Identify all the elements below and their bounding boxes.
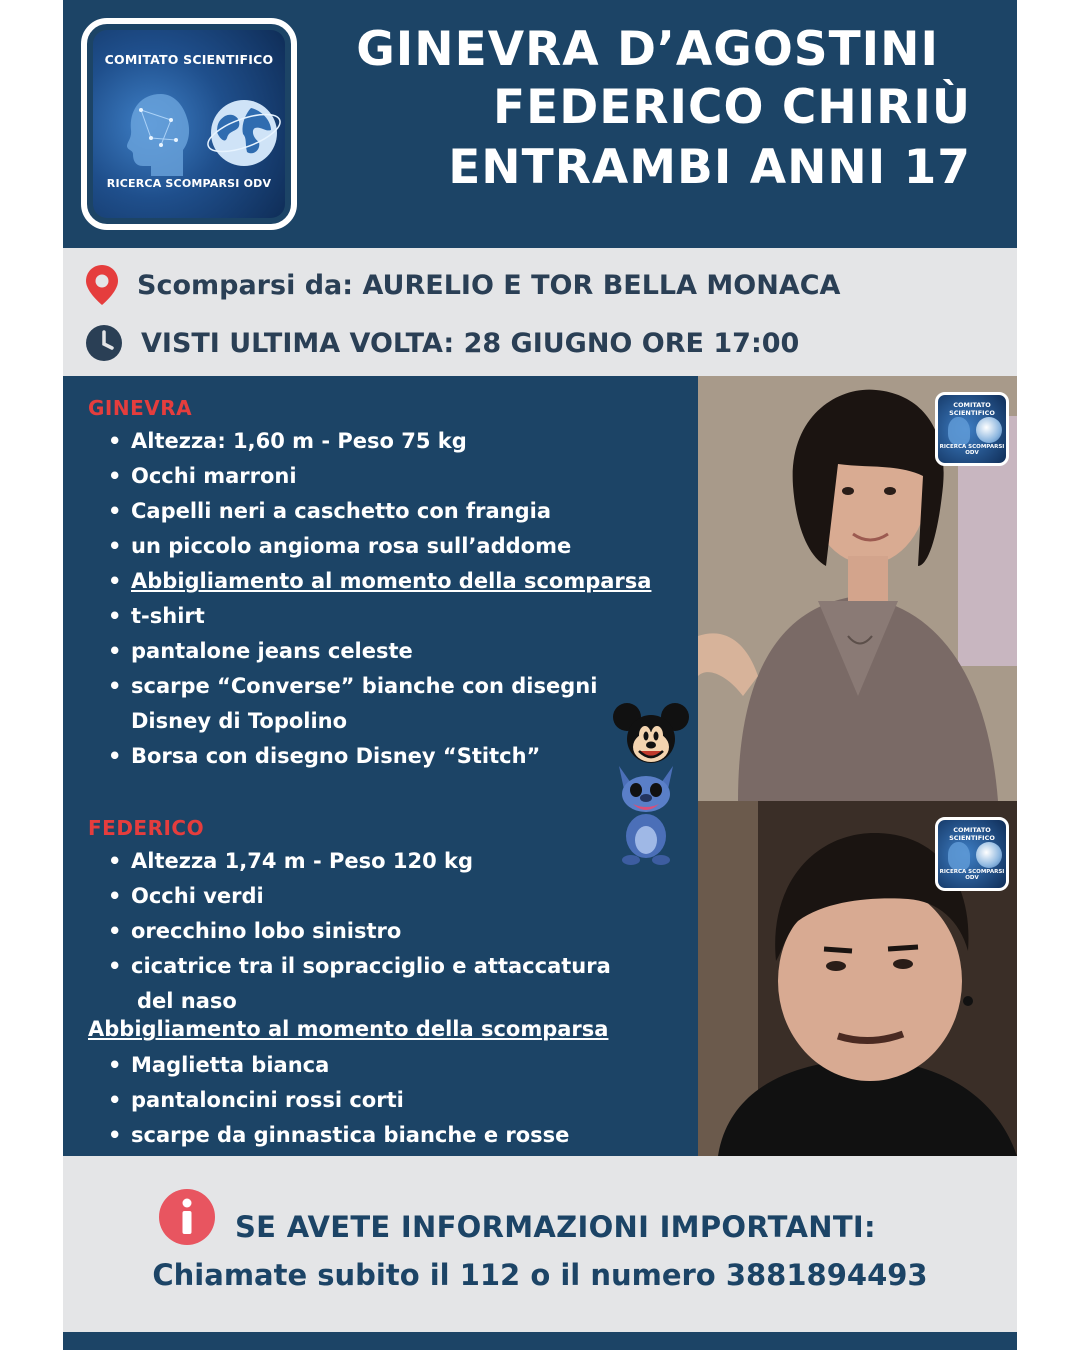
- list-item: • pantalone jeans celeste: [108, 634, 651, 669]
- list-item: • Altezza: 1,60 m - Peso 75 kg: [108, 424, 651, 459]
- list-item: • un piccolo angioma rosa sull’addome: [108, 529, 651, 564]
- globe-icon: [205, 94, 283, 172]
- federico-clothing: [108, 1048, 569, 1153]
- list-item: • scarpe “Converse” bianche con disegni Disney di Topolino: [108, 669, 651, 739]
- list-item: • Borsa con disegno Disney “Stitch”: [108, 739, 651, 774]
- stitch-icon: [611, 756, 681, 868]
- footer-heading: SE AVETE INFORMAZIONI IMPORTANTI:: [235, 1210, 876, 1244]
- list-item: • Occhi verdi: [108, 879, 611, 914]
- ginevra-photo: [698, 376, 1017, 801]
- ginevra-label: GINEVRA: [88, 396, 193, 420]
- poster-header: [63, 0, 1017, 248]
- list-item: • Occhi marroni: [108, 459, 651, 494]
- list-item: • pantaloncini rossi corti: [108, 1083, 569, 1118]
- ai-head-icon: [121, 90, 191, 176]
- logo-top-text: COMITATO SCIENTIFICO: [104, 52, 274, 67]
- clothing-heading: • Abbigliamento al momento della scomparsa: [108, 564, 651, 599]
- organization-logo: [81, 18, 297, 230]
- map-pin-icon: [85, 264, 119, 306]
- federico-label: FEDERICO: [88, 816, 205, 840]
- list-item: • Maglietta bianca: [108, 1048, 569, 1083]
- list-item: • cicatrice tra il sopracciglio e attaccatura del naso: [108, 949, 611, 1019]
- bottom-strip: [63, 1332, 1017, 1350]
- contact-footer: [63, 1156, 1017, 1332]
- location-row: [85, 264, 840, 306]
- list-item: • t-shirt: [108, 599, 651, 634]
- federico-clothing-heading: Abbigliamento al momento della scomparsa: [88, 1017, 609, 1041]
- missing-persons-poster: [63, 0, 1017, 1350]
- list-item: • Altezza 1,74 m - Peso 120 kg: [108, 844, 611, 879]
- title-line-2: FEDERICO CHIRIÙ: [493, 80, 971, 135]
- federico-details: [108, 844, 611, 1019]
- title-line-1: GINEVRA D’AGOSTINI: [356, 22, 939, 77]
- info-icon: [158, 1188, 216, 1246]
- watermark-logo: COMITATO SCIENTIFICO RICERCA SCOMPARSI ODV: [935, 392, 1009, 466]
- info-band: [63, 248, 1017, 376]
- title-line-3: ENTRAMBI ANNI 17: [448, 140, 971, 195]
- ginevra-details: [108, 424, 651, 774]
- location-text: Scomparsi da: AURELIO E TOR BELLA MONACA: [137, 269, 841, 301]
- last-seen-row: [85, 324, 799, 362]
- last-seen-text: VISTI ULTIMA VOLTA: 28 GIUGNO ORE 17:00: [141, 327, 800, 359]
- clock-icon: [85, 324, 123, 362]
- footer-call-to-action: Chiamate subito il 112 o il numero 3881894493: [152, 1258, 928, 1292]
- watermark-logo: COMITATO SCIENTIFICO RICERCA SCOMPARSI ODV: [935, 817, 1009, 891]
- list-item: • scarpe da ginnastica bianche e rosse: [108, 1118, 569, 1153]
- details-section: [63, 376, 1017, 1156]
- description-column: [63, 376, 698, 1156]
- list-item: • Capelli neri a caschetto con frangia: [108, 494, 651, 529]
- list-item: • orecchino lobo sinistro: [108, 914, 611, 949]
- federico-photo: [698, 801, 1017, 1156]
- logo-bottom-text: RICERCA SCOMPARSI ODV: [106, 177, 272, 190]
